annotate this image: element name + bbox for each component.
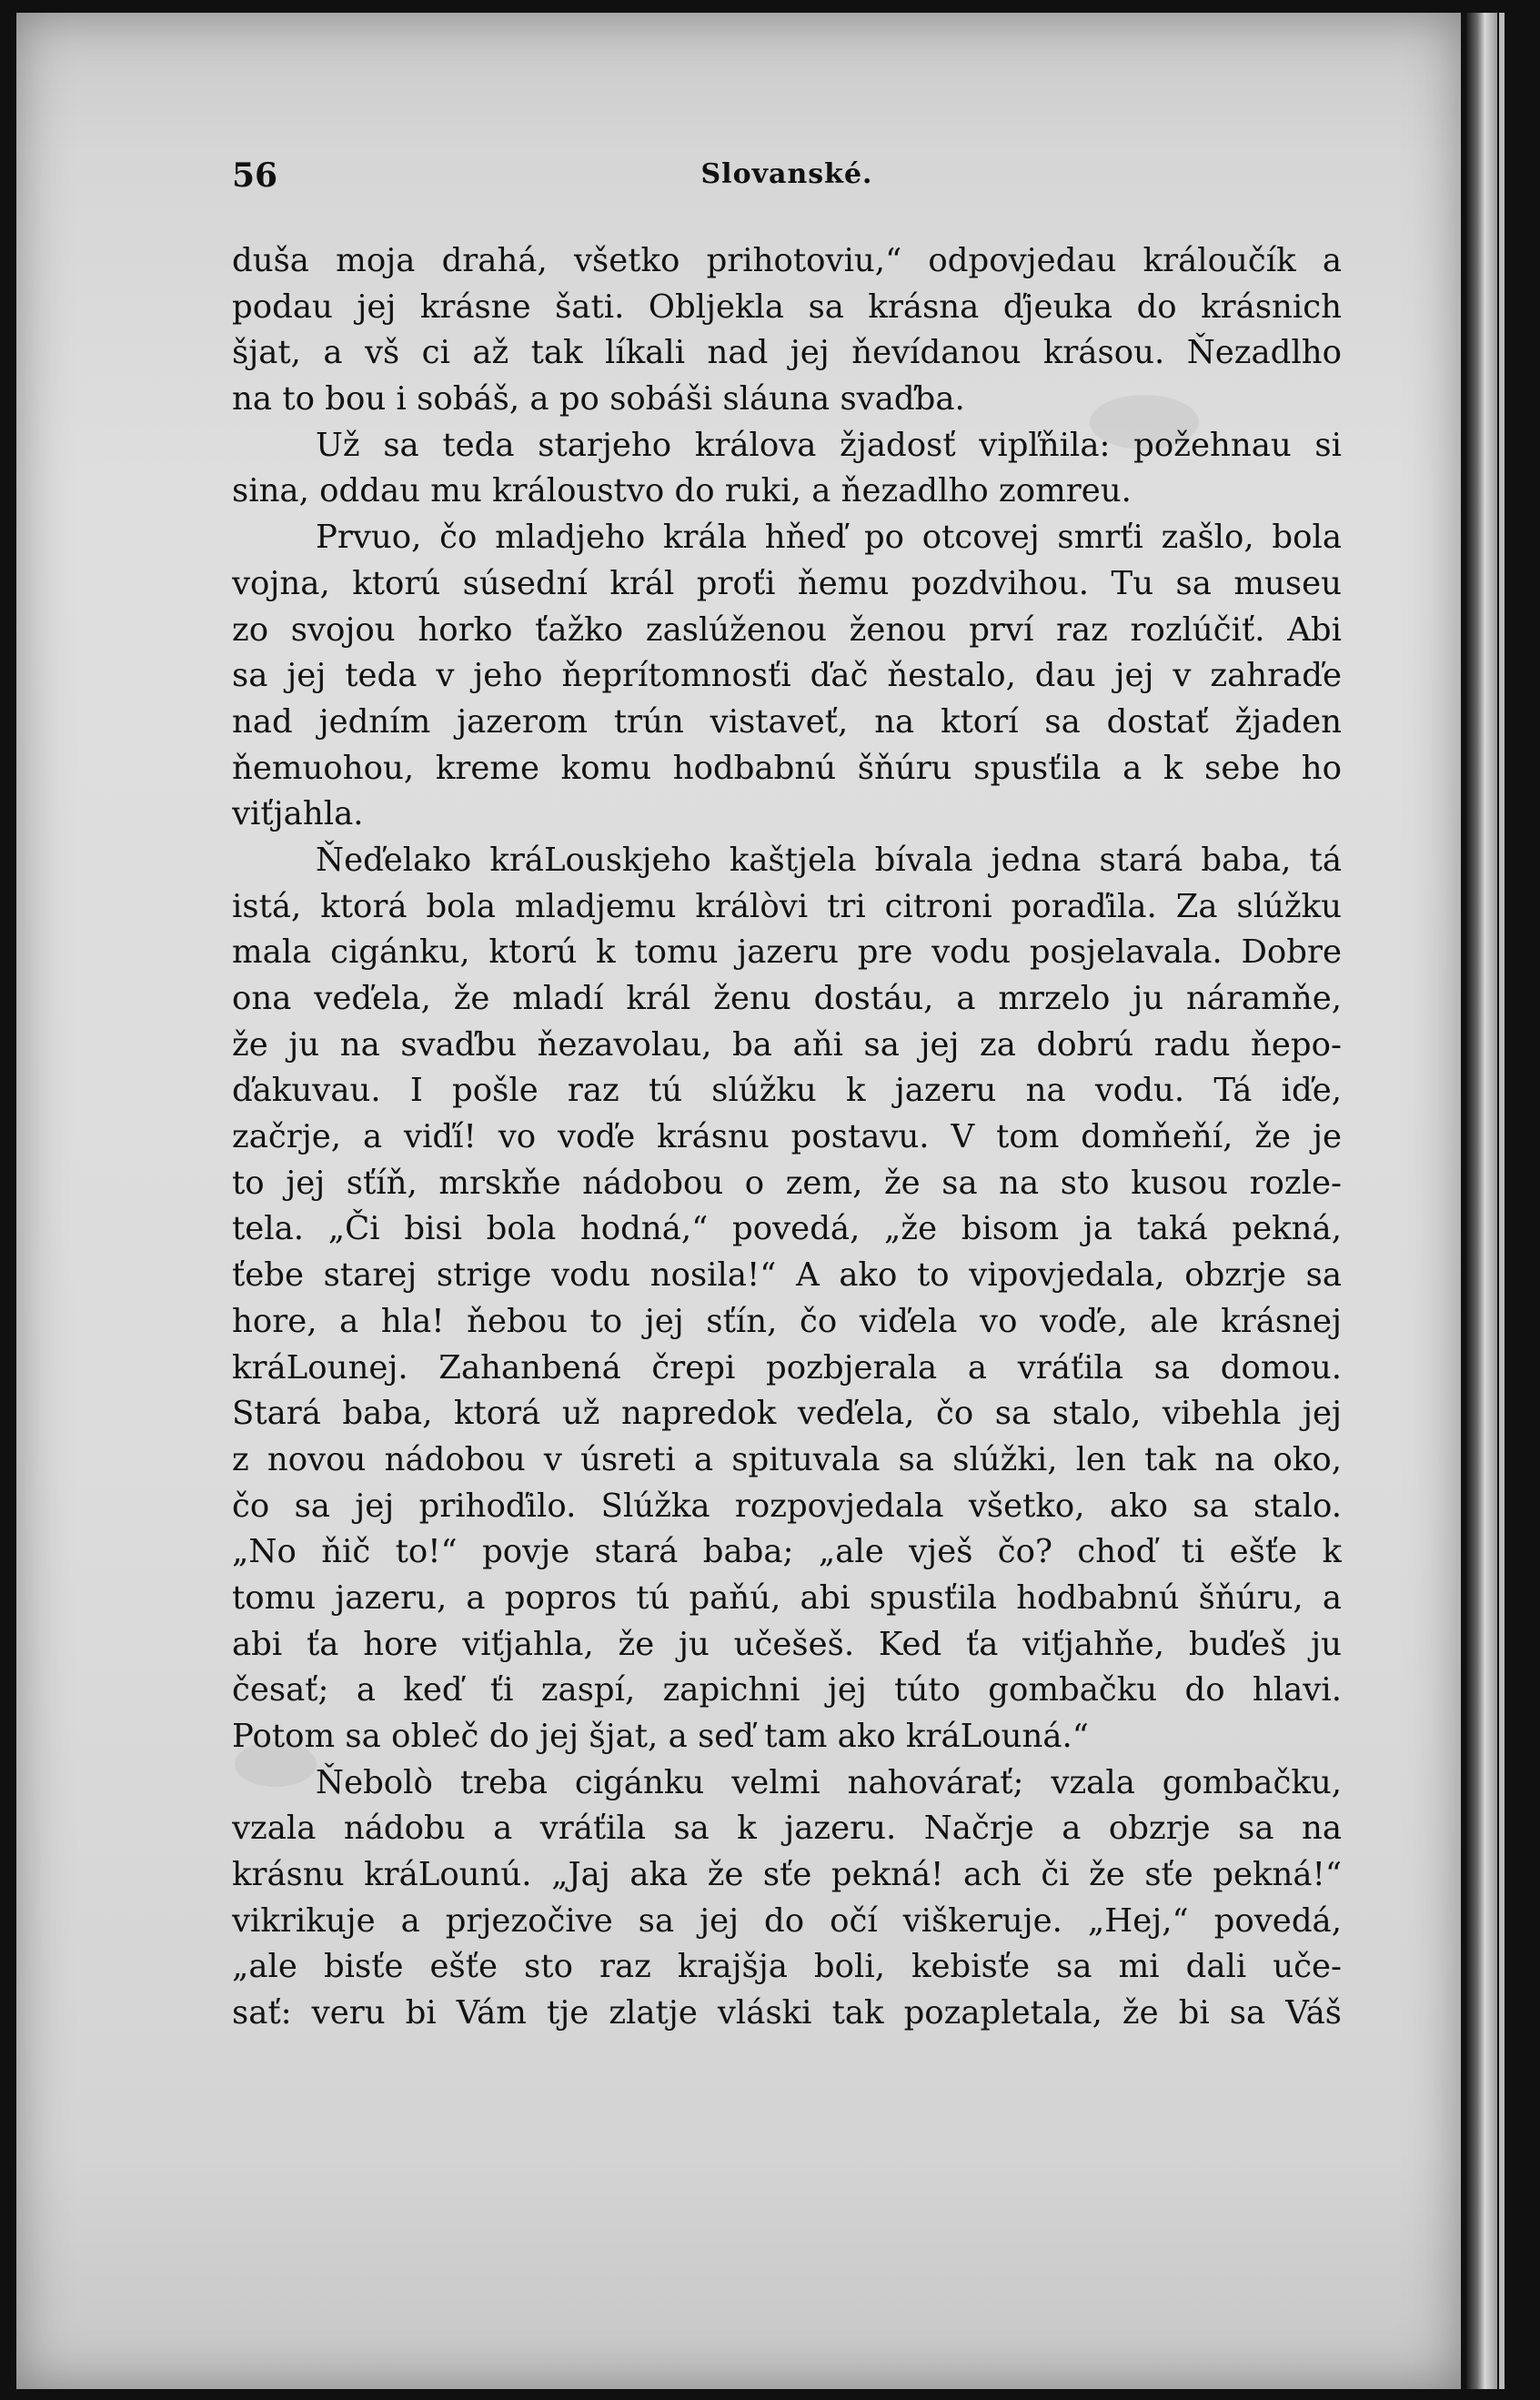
text-line: hore, a hla! ňebou to jej sťín, čo viďela vo voďe, ale krásnej [232,1302,1342,1340]
text-line: šjat, a vš ci až tak líkali nad jej ňevídanou krásou. Ňezadlho [232,334,1342,372]
text-line: Stará baba, ktorá už napredok veďela, čo sa stalo, vibehla jej [232,1395,1342,1433]
page-number: 56 [232,156,278,195]
text-line: abi ťa hore viťjahla, že ju učešeš. Ked ťa viťjahňe, buďeš ju [232,1625,1342,1663]
next-page-edge [1499,13,1505,2389]
body-text [232,238,1342,2037]
text-line: mala cigánku, ktorú k tomu jazeru pre vodu posjelavala. Dobre [232,933,1342,972]
text-line: vojna, ktorú súsední král proťi ňemu pozdvihou. Tu sa museu [232,564,1342,602]
text-line: krásnu kráLounú. „Jaj aka že sťe pekná! ach či že sťe pekná!“ [232,1856,1342,1894]
text-line: sať: veru bi Vám tje zlatje vláski tak pozapletala, že bi sa Váš [232,1994,1342,2032]
text-line: ona veďela, že mladí král ženu dostáu, a mrzelo ju náramňe, [232,980,1342,1017]
page-header [232,156,1342,198]
text-line: vzala nádobu a vráťila sa k jazeru. Načrje a obzrje sa na [232,1810,1342,1848]
text-line: ťebe starej strige vodu nosila!“ A ako to vipovjedala, obzrje sa [232,1256,1342,1295]
text-line: začrje, a viďí! vo voďe krásnu postavu. V tom domňeňí, že je [232,1118,1342,1156]
text-line: vikrikuje a prjezočive sa jej do očí viškeruje. „Hej,“ povedá, [232,1901,1342,1940]
text-line: na to bou i sobáš, a po sobáši sláuna svaďba. [232,380,965,418]
text-line: ňemuohou, kreme komu hodbabnú šňúru spusťila a k sebe ho [232,749,1342,787]
text-line: „ale bisťe ešťe sto raz krajšja boli, kebisťe sa mi dali uče- [232,1948,1342,1986]
text-line: duša moja drahá, všetko prihotoviu,“ odpovjedau králoučík a [232,242,1342,279]
running-head: Slovanské. [700,158,873,190]
text-line: z novou nádobou v úsreti a spituvala sa slúžki, len tak na oko, [232,1440,1342,1478]
text-line: viťjahla. [232,795,364,833]
text-line: „No ňič to!“ povje stará baba; „ale vješ čo? choď ti ešťe k [232,1533,1342,1571]
text-line: podau jej krásne šati. Obljekla sa krásna ďjeuka do krásnich [232,287,1342,326]
text-line: to jej sťíň, mrskňe nádobou o zem, že sa na sto kusou rozle- [232,1164,1342,1202]
text-line: istá, ktorá bola mladjemu králòvi tri citroni poraďila. Za slúžku [232,887,1342,925]
text-line: tela. „Či bisi bola hodná,“ povedá, „že bisom ja taká pekná, [232,1210,1342,1248]
text-line: Ňeďelako kráLouskjeho kaštjela bívala jedna stará baba, tá [316,841,1342,879]
text-line: ďakuvau. I pošle raz tú slúžku k jazeru na vodu. Tá iďe, [232,1072,1342,1110]
text-line: zo svojou horko ťažko zaslúženou ženou prví raz rozlúčiť. Abi [232,610,1342,649]
text-line: sa jej teda v jeho ňeprítomnosťi ďač ňestalo, dau jej v zahraďe [232,657,1342,695]
text-line: sina, oddau mu králoustvo do ruki, a ňezadlho zomreu. [232,472,1132,510]
text-line: Už sa teda starjeho králova žjadosť vipľňila: požehnau si [316,426,1342,464]
text-line: že ju na svaďbu ňezavolau, ba aňi sa jej za dobrú radu ňepo- [232,1025,1342,1064]
text-line: nad jedním jazerom trún vistaveť, na ktorí sa dostať žjaden [232,702,1342,741]
text-line: česať; a keď ťi zaspí, zapichni jej túto gombačku do hlavi. [232,1671,1342,1709]
text-line: kráLounej. Zahanbená črepi pozbjerala a vráťila sa domou. [232,1348,1342,1387]
text-line: tomu jazeru, a popros tú paňú, abi spusťila hodbabnú šňúru, a [232,1578,1342,1617]
text-line: čo sa jej prihoďilo. Slúžka rozpovjedala všetko, ako sa stalo. [232,1487,1342,1525]
text-line: Prvuo, čo mladjeho krála hňeď po otcovej smrťi zašlo, bola [316,519,1342,557]
text-line: Ňebolò treba cigánku velmi nahovárať; vzala gombačku, [316,1763,1342,1801]
page-edge-shadow [1466,13,1497,2389]
text-line: Potom sa obleč do jej šjat, a seď tam ako kráLouná.“ [232,1718,1089,1755]
